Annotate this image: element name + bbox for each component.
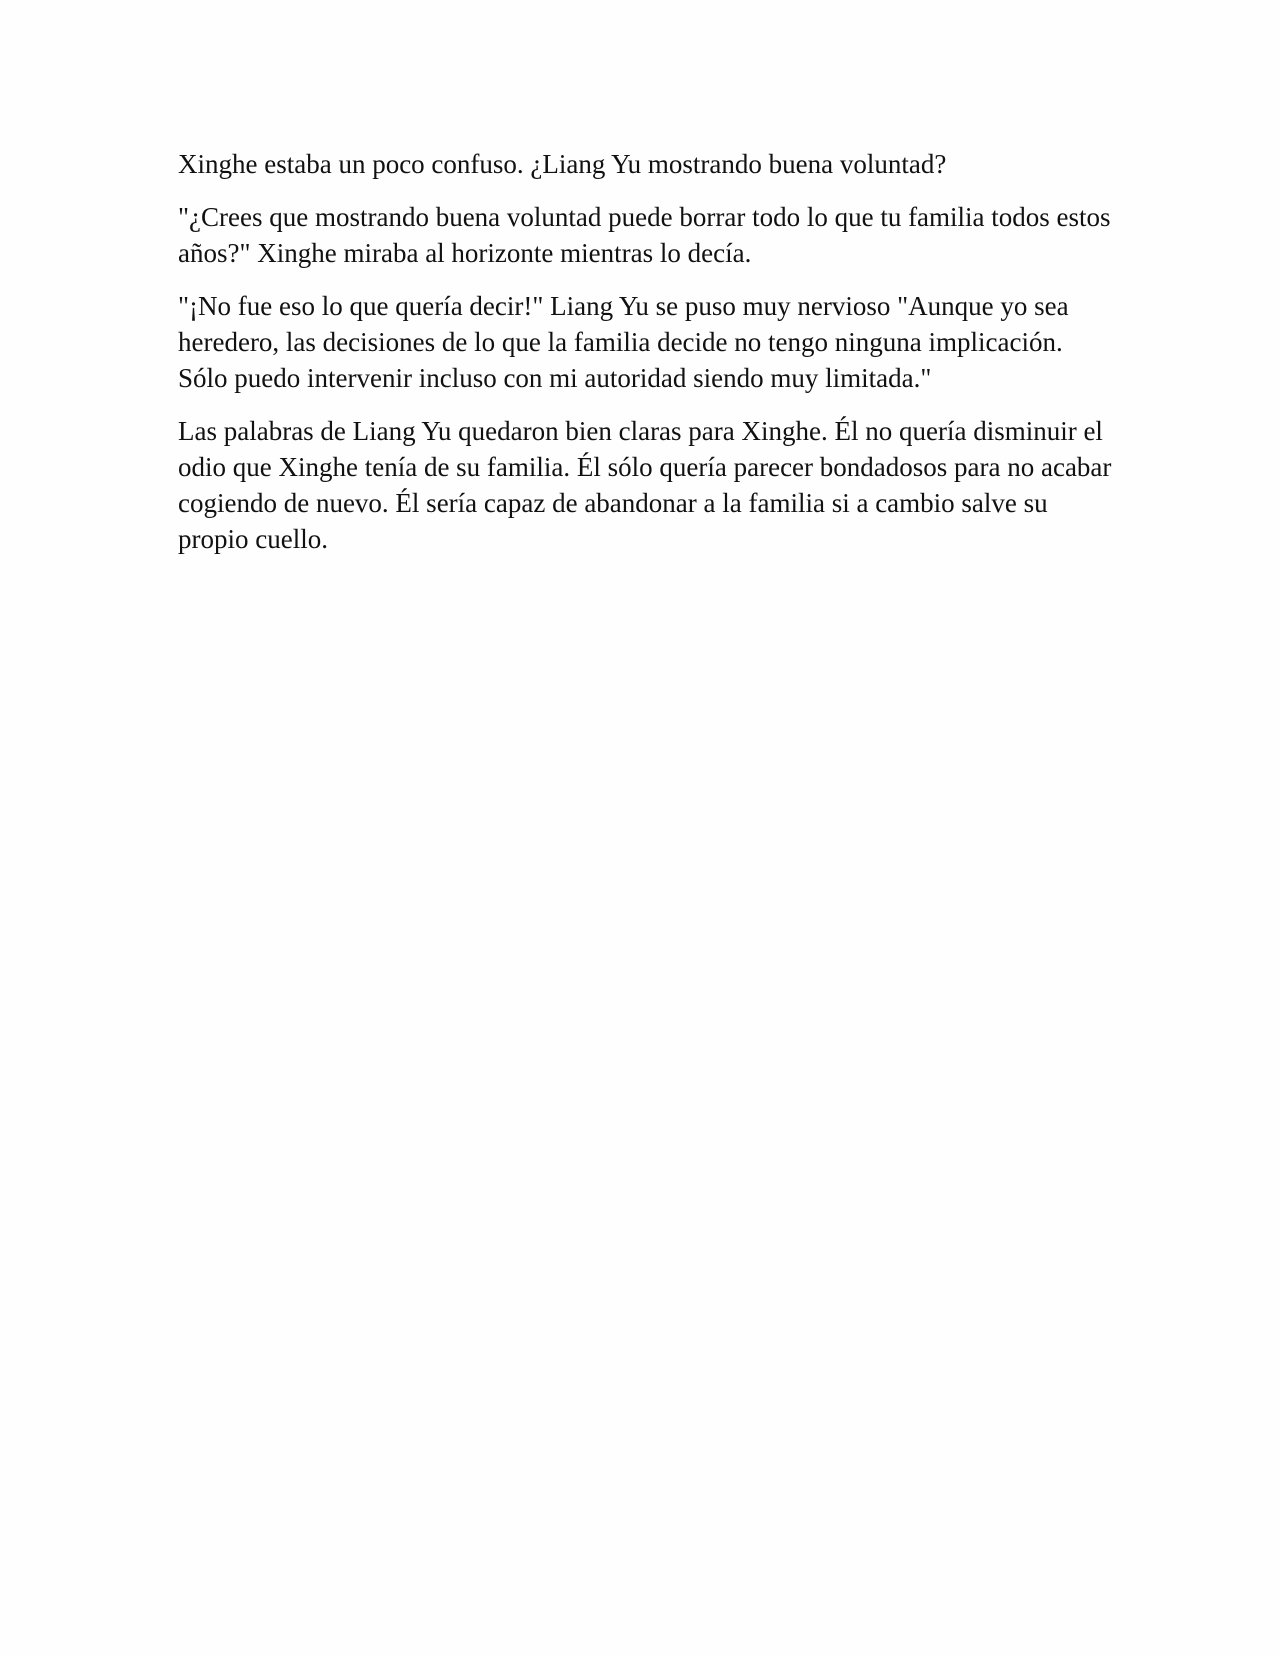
paragraph: Xinghe estaba un poco confuso. ¿Liang Yu mostrando buena voluntad? — [178, 149, 947, 179]
paragraph: Las palabras de Liang Yu quedaron bien claras para Xinghe. Él no quería disminuir el odio que Xinghe tenía de su familia. Él sólo quería parecer bondadosos para no acabar cogiendo de nuevo. Él sería capaz de abandonar a la familia si a cambio salve su propio cuello. — [178, 416, 1112, 554]
paragraph: "¡No fue eso lo que quería decir!" Liang Yu se puso muy nervioso "Aunque yo sea heredero, las decisiones de lo que la familia decide no tengo ninguna implicación. Sólo puedo intervenir incluso con mi autoridad siendo muy limitada." — [178, 291, 1069, 393]
document-body — [178, 146, 1118, 574]
paragraph: "¿Crees que mostrando buena voluntad puede borrar todo lo que tu familia todos estos años?" Xinghe miraba al horizonte mientras lo decía. — [178, 202, 1111, 268]
